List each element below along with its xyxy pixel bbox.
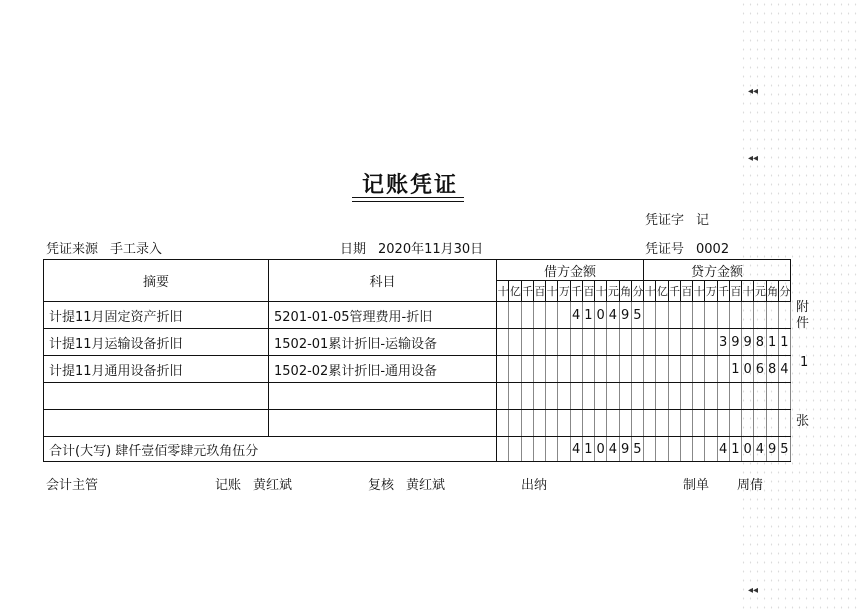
amount-digit-cell [570,383,582,410]
credit-header: 贷方金额 [644,260,791,281]
amount-digit-cell [582,302,594,329]
date-label: 日期 [340,242,367,257]
amount-digit-cell [729,410,741,437]
digit-unit-label: 元 [607,281,619,302]
amount-digit-cell [570,329,582,356]
preparer [683,474,763,493]
amount-digit-cell [558,329,570,356]
amount-digit-cell [533,302,545,329]
amount-digit-cell [766,329,778,356]
amount-digit-cell [570,302,582,329]
amount-digit-cell [717,302,729,329]
amount-digit-cell [582,356,594,383]
amount-digit-cell [729,356,741,383]
digit-unit-label: 亿 [656,281,668,302]
amount-digit-cell [644,437,656,462]
amount-digit-cell [558,410,570,437]
amount-digit-cell [607,356,619,383]
amount-digit: 0 [596,307,605,323]
amount-digit-cell [546,437,558,462]
digit-unit-label: 分 [631,281,643,302]
digit-unit-label: 万 [705,281,717,302]
digit-unit-label: 百 [729,281,741,302]
digit-unit-label: 元 [754,281,766,302]
amount-digit-cell [521,383,533,410]
amount-digit-cell [582,329,594,356]
amount-digit-cell [656,302,668,329]
amount-digit-cell [778,383,790,410]
amount-digit-cell [766,437,778,462]
voucher-type [645,209,709,228]
amount-digit-cell [533,383,545,410]
reviewer-value: 黄红斌 [406,478,446,493]
digit-unit-label: 十 [742,281,754,302]
voucher-no-label: 凭证号 [645,242,685,257]
amount-digit: 4 [780,361,789,377]
amount-digit-cell [778,329,790,356]
amount-digit-cell [582,383,594,410]
amount-digit-cell [546,383,558,410]
digit-unit-label: 千 [668,281,680,302]
digit-unit-label: 千 [521,281,533,302]
amount-digit-cell [558,383,570,410]
amount-digit-cell [668,410,680,437]
amount-digit: 4 [571,441,581,457]
attachment-label-top: 附 [796,300,810,315]
voucher-no-value: 0002 [696,242,730,257]
amount-digit-cell [619,329,631,356]
voucher-type-label: 凭证字 [645,213,685,228]
amount-digit: 5 [633,307,642,323]
amount-digit-cell [521,410,533,437]
digit-unit-label: 十 [693,281,705,302]
amount-digit: 9 [620,307,630,323]
amount-digit-cell [693,329,705,356]
amount-digit: 1 [731,441,740,457]
summary-cell: 计提11月通用设备折旧 [44,356,269,383]
date-value: 2020年11月30日 [378,242,484,257]
table-row [44,383,791,410]
table-row [44,329,791,356]
amount-digit-cell [497,410,509,437]
amount-digit-cell [742,302,754,329]
amount-digit: 3 [718,334,728,350]
amount-digit-cell [754,356,766,383]
amount-digit-cell [693,302,705,329]
amount-digit-cell [729,437,741,462]
amount-digit-cell [644,356,656,383]
amount-digit-cell [509,329,521,356]
amount-digit-cell [497,302,509,329]
amount-digit-cell [680,329,692,356]
amount-digit-cell [570,437,582,462]
digit-unit-label: 角 [766,281,778,302]
amount-digit-cell [717,329,729,356]
digit-unit-label: 百 [680,281,692,302]
amount-digit-cell [717,383,729,410]
amount-digit-cell [693,383,705,410]
amount-digit-cell [631,410,643,437]
amount-digit-cell [509,410,521,437]
amount-digit-cell [607,437,619,462]
amount-digit-cell [778,410,790,437]
amount-digit-cell [631,329,643,356]
digit-unit-label: 分 [778,281,790,302]
amount-digit-cell [766,356,778,383]
digit-unit-label: 十 [644,281,656,302]
amount-digit-cell [680,356,692,383]
amount-digit-cell [766,410,778,437]
amount-digit-cell [742,329,754,356]
amount-digit-cell [582,437,594,462]
amount-digit-cell [668,437,680,462]
amount-digit-cell [497,383,509,410]
amount-digit-cell [705,302,717,329]
amount-digit: 0 [596,441,605,457]
amount-digit-cell [607,329,619,356]
amount-digit-cell [729,383,741,410]
amount-digit: 4 [608,441,618,457]
amount-digit-cell [742,410,754,437]
amount-digit: 5 [780,441,789,457]
bookkeeper-label: 记账 [215,478,242,493]
source-label: 凭证来源 [46,242,99,257]
amount-digit: 8 [755,334,765,350]
amount-digit-cell [729,329,741,356]
amount-digit-cell [717,410,729,437]
amount-digit-cell [754,302,766,329]
amount-digit-cell [533,437,545,462]
amount-digit-cell [705,329,717,356]
amount-digit-cell [705,410,717,437]
amount-digit-cell [693,356,705,383]
amount-digit-cell [595,437,607,462]
amount-digit-cell [619,302,631,329]
amount-digit-cell [668,302,680,329]
table-row [44,302,791,329]
title-underline [352,197,464,198]
summary-header: 摘要 [44,260,269,302]
amount-digit-cell [705,356,717,383]
amount-digit: 5 [633,441,642,457]
amount-digit-cell [509,302,521,329]
table-row [44,356,791,383]
amount-digit-cell [668,356,680,383]
amount-digit-cell [607,383,619,410]
attachment-label-mid: 件 [796,316,810,331]
amount-digit-cell [497,437,509,462]
amount-digit-cell [497,356,509,383]
digit-unit-label: 十 [595,281,607,302]
bookkeeper-value: 黄红斌 [253,478,293,493]
binding-mark: ◂◂ [748,585,759,596]
amount-digit-cell [521,302,533,329]
amount-digit-cell [521,356,533,383]
amount-digit: 9 [731,334,740,350]
amount-digit-cell [546,410,558,437]
digit-unit-label: 百 [582,281,594,302]
reviewer [368,474,445,493]
amount-digit-cell [680,410,692,437]
amount-digit-cell [778,356,790,383]
amount-digit-cell [533,329,545,356]
amount-digit-cell [631,302,643,329]
voucher-date [340,238,483,257]
amount-digit-cell [778,437,790,462]
amount-digit: 1 [767,334,777,350]
amount-digit-cell [693,437,705,462]
amount-digit-cell [533,356,545,383]
amount-digit-cell [705,383,717,410]
amount-digit-cell [619,383,631,410]
amount-digit-cell [644,329,656,356]
amount-digit-cell [680,383,692,410]
amount-digit-cell [509,437,521,462]
amount-digit-cell [754,329,766,356]
source-value: 手工录入 [110,242,163,257]
amount-digit-cell [656,437,668,462]
account-cell [269,410,497,437]
amount-digit-cell [607,410,619,437]
amount-digit-cell [668,383,680,410]
amount-digit: 9 [620,441,630,457]
title-underline-2 [352,201,464,202]
total-amount-in-words: 合计(大写) 肆仟壹佰零肆元玖角伍分 [44,437,497,462]
amount-digit-cell [570,356,582,383]
reviewer-label: 复核 [368,478,395,493]
amount-digit: 0 [743,361,752,377]
amount-digit-cell [546,302,558,329]
digit-unit-label: 角 [619,281,631,302]
amount-digit-cell [705,437,717,462]
amount-digit: 1 [584,441,593,457]
amount-digit-cell [595,329,607,356]
amount-digit-cell [680,302,692,329]
digit-unit-label: 亿 [509,281,521,302]
binding-mark: ◂◂ [748,153,759,164]
amount-digit-cell [644,410,656,437]
amount-digit-cell [680,437,692,462]
summary-cell: 计提11月运输设备折旧 [44,329,269,356]
amount-digit-cell [644,302,656,329]
attachment-count: 1 [800,355,809,370]
account-cell: 5201-01-05管理费用-折旧 [269,302,497,329]
account-header: 科目 [269,260,497,302]
amount-digit-cell [778,302,790,329]
amount-digit-cell [742,356,754,383]
amount-digit-cell [595,302,607,329]
preparer-label: 制单 [683,478,710,493]
digit-unit-label: 万 [558,281,570,302]
amount-digit-cell [607,302,619,329]
amount-digit-cell [668,329,680,356]
amount-digit-cell [497,329,509,356]
amount-digit-cell [546,356,558,383]
amount-digit-cell [644,383,656,410]
amount-digit-cell [558,356,570,383]
cashier-label: 出纳 [521,478,548,493]
amount-digit-cell [656,329,668,356]
amount-digit-cell [619,410,631,437]
amount-digit-cell [595,410,607,437]
amount-digit: 9 [743,334,752,350]
amount-digit: 9 [767,441,777,457]
table-header-row [44,260,791,281]
summary-cell [44,410,269,437]
amount-digit-cell [619,356,631,383]
amount-digit-cell [754,383,766,410]
amount-digit-cell [570,410,582,437]
account-cell: 1502-02累计折旧-通用设备 [269,356,497,383]
amount-digit-cell [595,383,607,410]
amount-digit: 0 [743,441,752,457]
amount-digit-cell [742,383,754,410]
amount-digit-cell [521,329,533,356]
voucher-number [645,238,729,257]
table-row [44,410,791,437]
amount-digit-cell [656,410,668,437]
amount-digit-cell [509,356,521,383]
amount-digit: 8 [767,361,777,377]
amount-digit: 4 [571,307,581,323]
amount-digit: 1 [584,307,593,323]
voucher-source [46,238,162,257]
amount-digit-cell [509,383,521,410]
total-row [44,437,791,462]
amount-digit: 4 [755,441,765,457]
amount-digit-cell [754,437,766,462]
account-cell [269,383,497,410]
amount-digit-cell [533,410,545,437]
digit-unit-label: 十 [546,281,558,302]
amount-digit-cell [766,302,778,329]
amount-digit-cell [595,356,607,383]
attachment-unit: 张 [796,414,810,429]
amount-digit-cell [656,356,668,383]
bookkeeper [215,474,292,493]
amount-digit-cell [717,356,729,383]
amount-digit-cell [631,437,643,462]
binding-mark: ◂◂ [748,86,759,97]
amount-digit-cell [754,410,766,437]
amount-digit-cell [558,437,570,462]
amount-digit-cell [742,437,754,462]
page-title: 记账凭证 [361,173,458,198]
amount-digit-cell [729,302,741,329]
amount-digit: 1 [780,334,789,350]
amount-digit-cell [631,383,643,410]
digit-unit-label: 十 [497,281,509,302]
amount-digit: 4 [718,441,728,457]
amount-digit-cell [631,356,643,383]
amount-digit-cell [656,383,668,410]
digit-unit-label: 千 [570,281,582,302]
preparer-value: 周倩 [737,478,764,493]
amount-digit-cell [766,383,778,410]
amount-digit: 6 [755,361,765,377]
amount-digit-cell [582,410,594,437]
digit-unit-label: 百 [533,281,545,302]
voucher-table [43,259,791,462]
amount-digit-cell [546,329,558,356]
amount-digit-cell [693,410,705,437]
amount-digit-cell [521,437,533,462]
amount-digit-cell [558,302,570,329]
digit-unit-label: 千 [717,281,729,302]
amount-digit-cell [619,437,631,462]
amount-digit: 4 [608,307,618,323]
summary-cell [44,383,269,410]
summary-cell: 计提11月固定资产折旧 [44,302,269,329]
amount-digit-cell [717,437,729,462]
debit-header: 借方金额 [497,260,644,281]
amount-digit: 1 [731,361,740,377]
account-cell: 1502-01累计折旧-运输设备 [269,329,497,356]
voucher-type-value: 记 [696,213,710,228]
accountant-label: 会计主管 [46,478,99,493]
